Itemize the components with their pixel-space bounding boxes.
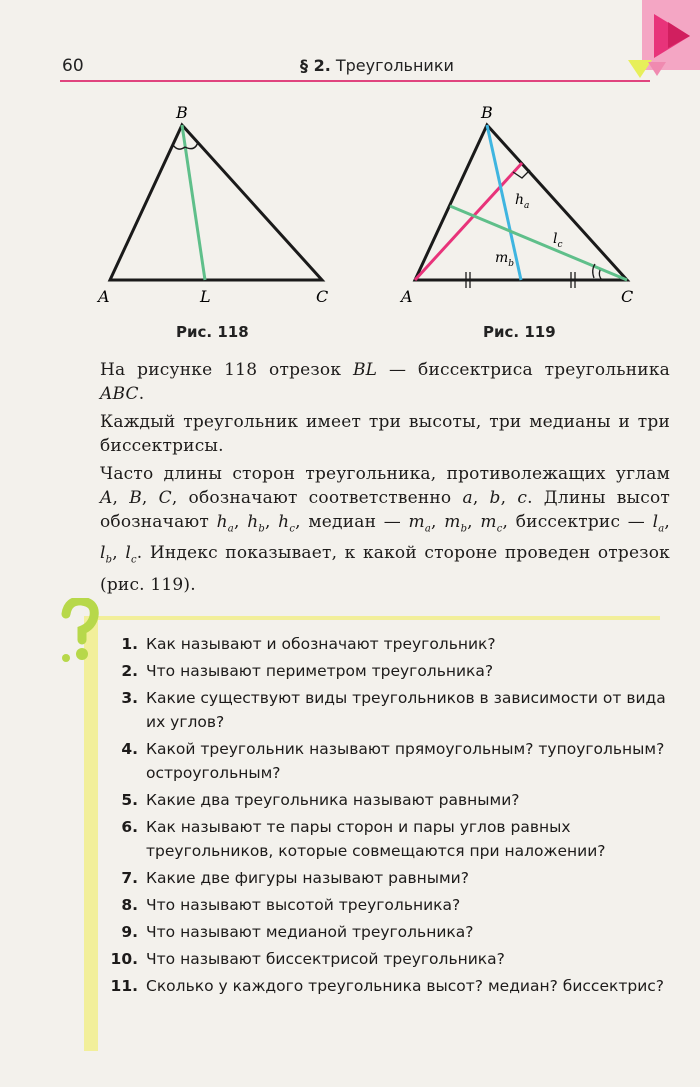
text-run: На рисунке 118 отрезок bbox=[100, 360, 353, 380]
math-l: l bbox=[652, 512, 659, 532]
text-run: . bbox=[138, 384, 145, 404]
text-run: , bbox=[500, 488, 518, 508]
list-item bbox=[100, 920, 680, 944]
list-item bbox=[100, 686, 680, 734]
label-lc-sub: c bbox=[557, 240, 563, 250]
question-text: Что называют медианой треугольника? bbox=[146, 923, 474, 941]
list-item bbox=[100, 788, 680, 812]
question-number: 11. bbox=[110, 977, 138, 995]
list-item bbox=[100, 974, 680, 998]
question-text: Какие существуют виды треугольников в зависимости от вида их углов? bbox=[146, 689, 666, 731]
text-run: , bbox=[664, 512, 670, 532]
vertex-label-c: C bbox=[621, 287, 634, 306]
vertex-label-b: B bbox=[481, 103, 493, 122]
math-h: h bbox=[216, 512, 228, 532]
question-text: Какие два треугольника называют равными? bbox=[146, 791, 520, 809]
math-c: C bbox=[158, 488, 172, 508]
label-mb bbox=[495, 250, 514, 269]
question-number: 1. bbox=[121, 635, 138, 653]
math-sub: c bbox=[289, 523, 296, 535]
text-run: , bbox=[472, 488, 490, 508]
list-item bbox=[100, 632, 680, 656]
math-sub: c bbox=[496, 523, 503, 535]
header-rule bbox=[60, 80, 650, 82]
questions-list bbox=[100, 632, 680, 1001]
text-run: , bbox=[112, 488, 130, 508]
label-mb-sub: b bbox=[508, 259, 515, 269]
math-h: h bbox=[278, 512, 290, 532]
list-item bbox=[100, 893, 680, 917]
question-number: 10. bbox=[110, 950, 138, 968]
text-run: , bbox=[467, 512, 481, 532]
math-sub: a bbox=[424, 523, 432, 535]
bisector-lc bbox=[450, 206, 627, 280]
vertex-label-c: C bbox=[316, 287, 329, 306]
quiz-bar-left bbox=[84, 616, 98, 1051]
point-label-l: L bbox=[200, 287, 211, 306]
math-sub: c bbox=[130, 554, 137, 566]
list-item bbox=[100, 947, 680, 971]
figure-118 bbox=[90, 100, 350, 315]
triangle-abc bbox=[110, 125, 322, 280]
math-side-a: a bbox=[462, 488, 473, 508]
vertex-label-b: B bbox=[176, 103, 188, 122]
section-title bbox=[300, 56, 454, 75]
label-lc-main: l bbox=[553, 231, 558, 247]
paragraph-2: Каждый треугольник имеет три высоты, три медианы и три биссектрисы. bbox=[100, 412, 670, 456]
text-run: . Длины высот обозначают bbox=[100, 488, 670, 532]
question-mark-icon bbox=[60, 598, 100, 668]
math-m: m bbox=[444, 512, 461, 532]
text-run: , биссектрис — bbox=[502, 512, 653, 532]
list-item bbox=[100, 659, 680, 683]
text-run: , bbox=[431, 512, 445, 532]
question-number: 6. bbox=[121, 818, 138, 836]
list-item bbox=[100, 815, 680, 863]
math-l: l bbox=[100, 543, 106, 564]
page-number: 60 bbox=[62, 56, 84, 76]
angle-arc-left bbox=[173, 145, 185, 149]
figure-119-caption: Рис. 119 bbox=[483, 323, 556, 341]
math-side-c: c bbox=[517, 488, 528, 508]
math-bl: BL bbox=[352, 360, 378, 380]
label-ha-main: h bbox=[515, 192, 525, 208]
paragraph-3 bbox=[100, 462, 670, 597]
text-run: , bbox=[233, 512, 248, 532]
math-sub: b bbox=[460, 523, 468, 535]
question-text: Что называют биссектрисой треугольника? bbox=[146, 950, 505, 968]
figure-118-caption: Рис. 118 bbox=[176, 323, 249, 341]
question-number: 4. bbox=[121, 740, 138, 758]
figure-119 bbox=[395, 100, 655, 315]
label-mb-main: m bbox=[495, 250, 509, 266]
math-m: m bbox=[480, 512, 497, 532]
question-number: 9. bbox=[121, 923, 138, 941]
question-number: 5. bbox=[121, 791, 138, 809]
corner-decoration-icon bbox=[590, 0, 700, 90]
math-abc: ABC bbox=[100, 384, 139, 404]
math-sub: b bbox=[258, 523, 265, 535]
page-header bbox=[0, 0, 700, 90]
section-title-text: Треугольники bbox=[335, 56, 454, 75]
math-m: m bbox=[408, 512, 425, 532]
math-sub: a bbox=[227, 523, 234, 535]
paragraph-1 bbox=[100, 358, 670, 406]
question-number: 8. bbox=[121, 896, 138, 914]
question-text: Как называют те пары сторон и пары углов равных треугольников, которые совмещаются при наложении? bbox=[146, 818, 606, 860]
text-run: , bbox=[112, 543, 126, 564]
text-run: , bbox=[264, 512, 279, 532]
math-a: A bbox=[100, 488, 113, 508]
vertex-label-a: A bbox=[98, 287, 110, 306]
question-text: Какие две фигуры называют равными? bbox=[146, 869, 469, 887]
math-h: h bbox=[247, 512, 259, 532]
question-text: Какой треугольник называют прямоугольным? тупоугольным? остроугольным? bbox=[146, 740, 665, 782]
math-sub: a bbox=[658, 523, 665, 535]
math-b: B bbox=[129, 488, 142, 508]
math-l: l bbox=[125, 543, 131, 564]
question-number: 7. bbox=[121, 869, 138, 887]
question-number: 3. bbox=[121, 689, 138, 707]
question-text: Сколько у каждого треугольника высот? медиан? биссектрис? bbox=[146, 977, 665, 995]
question-text: Что называют периметром треугольника? bbox=[146, 662, 494, 680]
text-run: , медиан — bbox=[295, 512, 409, 532]
label-lc bbox=[553, 231, 563, 250]
angle-arc-right bbox=[185, 142, 198, 149]
question-text: Что называют высотой треугольника? bbox=[146, 896, 461, 914]
math-side-b: b bbox=[489, 488, 501, 508]
list-item bbox=[100, 866, 680, 890]
text-run: , обозначают соответственно bbox=[171, 488, 463, 508]
list-item bbox=[100, 737, 680, 785]
label-ha-sub: a bbox=[524, 201, 530, 211]
question-text: Как называют и обозначают треугольник? bbox=[146, 635, 496, 653]
text-run: Часто длины сторон треугольника, противолежащих углам bbox=[100, 464, 670, 484]
text-run: , bbox=[141, 488, 159, 508]
math-sub: b bbox=[105, 554, 113, 566]
text-run: . Индекс показывает, к какой стороне проведен отрезок (рис. 119). bbox=[100, 543, 670, 595]
question-number: 2. bbox=[121, 662, 138, 680]
section-mark: § 2. bbox=[300, 56, 331, 75]
quiz-bar-top bbox=[84, 616, 660, 620]
text-run: — биссектриса треугольника bbox=[377, 360, 670, 380]
label-ha bbox=[515, 192, 529, 211]
vertex-label-a: A bbox=[401, 287, 413, 306]
